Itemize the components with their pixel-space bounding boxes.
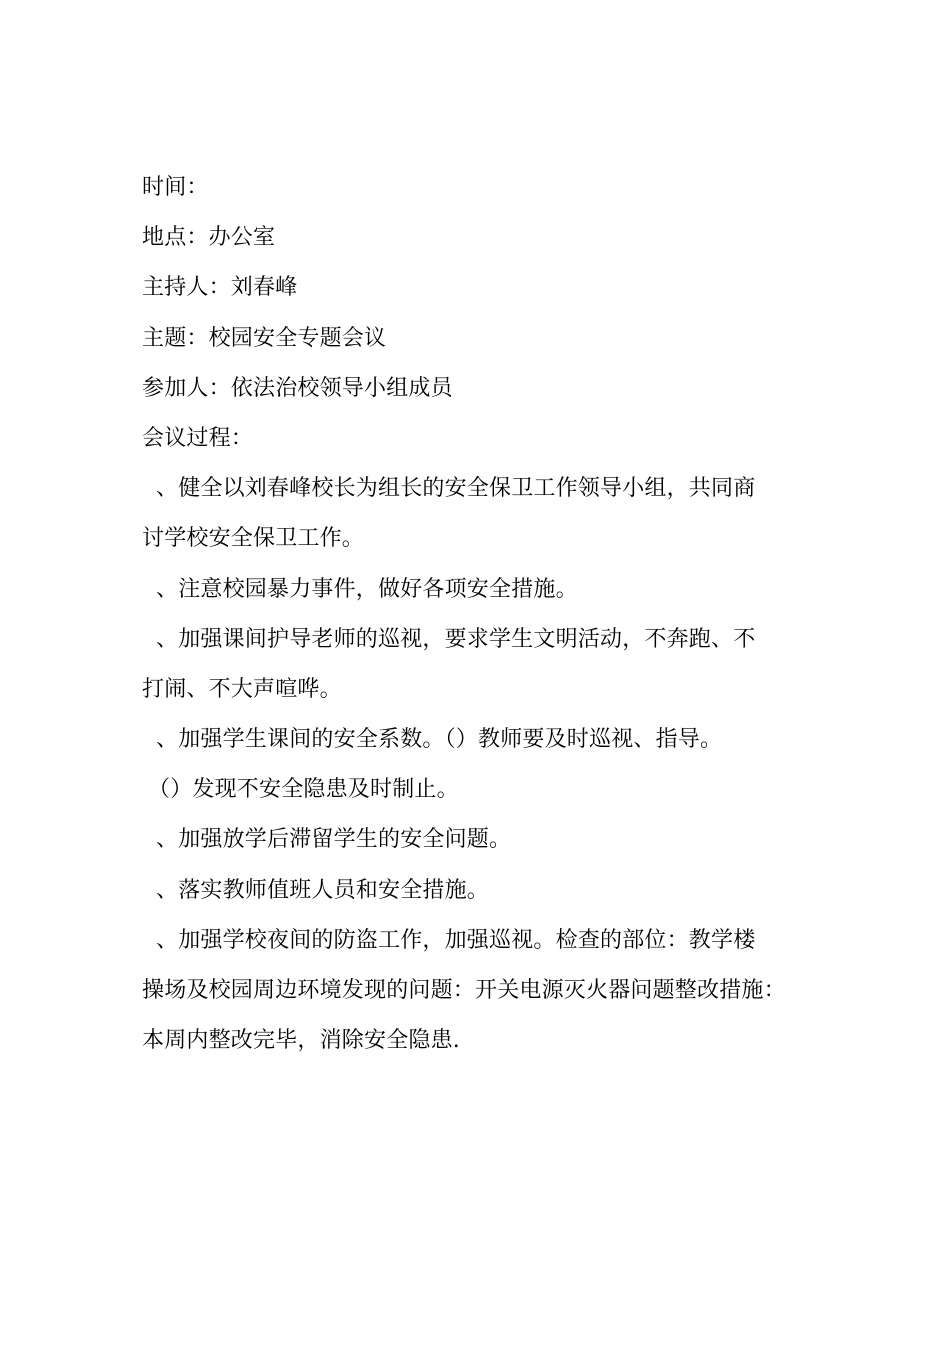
process-item-3-line-1: 、加强课间护导老师的巡视，要求学生文明活动，不奔跑、不 [156,626,756,652]
process-item-4-line-2: （）发现不安全隐患及时制止。 [148,777,459,803]
meeting-time: 时间： [142,175,209,200]
meeting-process-label: 会议过程： [142,425,254,451]
process-item-7-line-3: 本周内整改完毕，消除安全隐患. [142,1028,460,1054]
meeting-attendees: 参加人：依法治校领导小组成员 [142,375,453,401]
process-item-2: 、注意校园暴力事件，做好各项安全措施。 [156,576,578,602]
meeting-topic: 主题：校园安全专题会议 [142,325,387,351]
meeting-location: 地点：办公室 [142,225,276,251]
process-item-3-line-2: 打闹、不大声喧哗。 [142,676,342,702]
process-item-4-line-1: 、加强学生课间的安全系数。（）教师要及时巡视、指导。 [156,727,723,753]
process-item-6: 、落实教师值班人员和安全措施。 [156,877,490,903]
meeting-host: 主持人：刘春峰 [142,275,298,301]
meeting-minutes-body [142,168,822,1071]
process-item-1-line-2: 讨学校安全保卫工作。 [142,526,365,552]
process-item-5: 、加强放学后滞留学生的安全问题。 [156,827,512,853]
process-item-7-line-2: 操场及校园周边环境发现的问题：开关电源灭火器问题整改措施： [142,978,786,1003]
process-item-7-line-1: 、加强学校夜间的防盗工作，加强巡视。检查的部位：教学楼 [156,927,756,953]
process-item-1-line-1: 、健全以刘春峰校长为组长的安全保卫工作领导小组，共同商 [156,476,756,502]
